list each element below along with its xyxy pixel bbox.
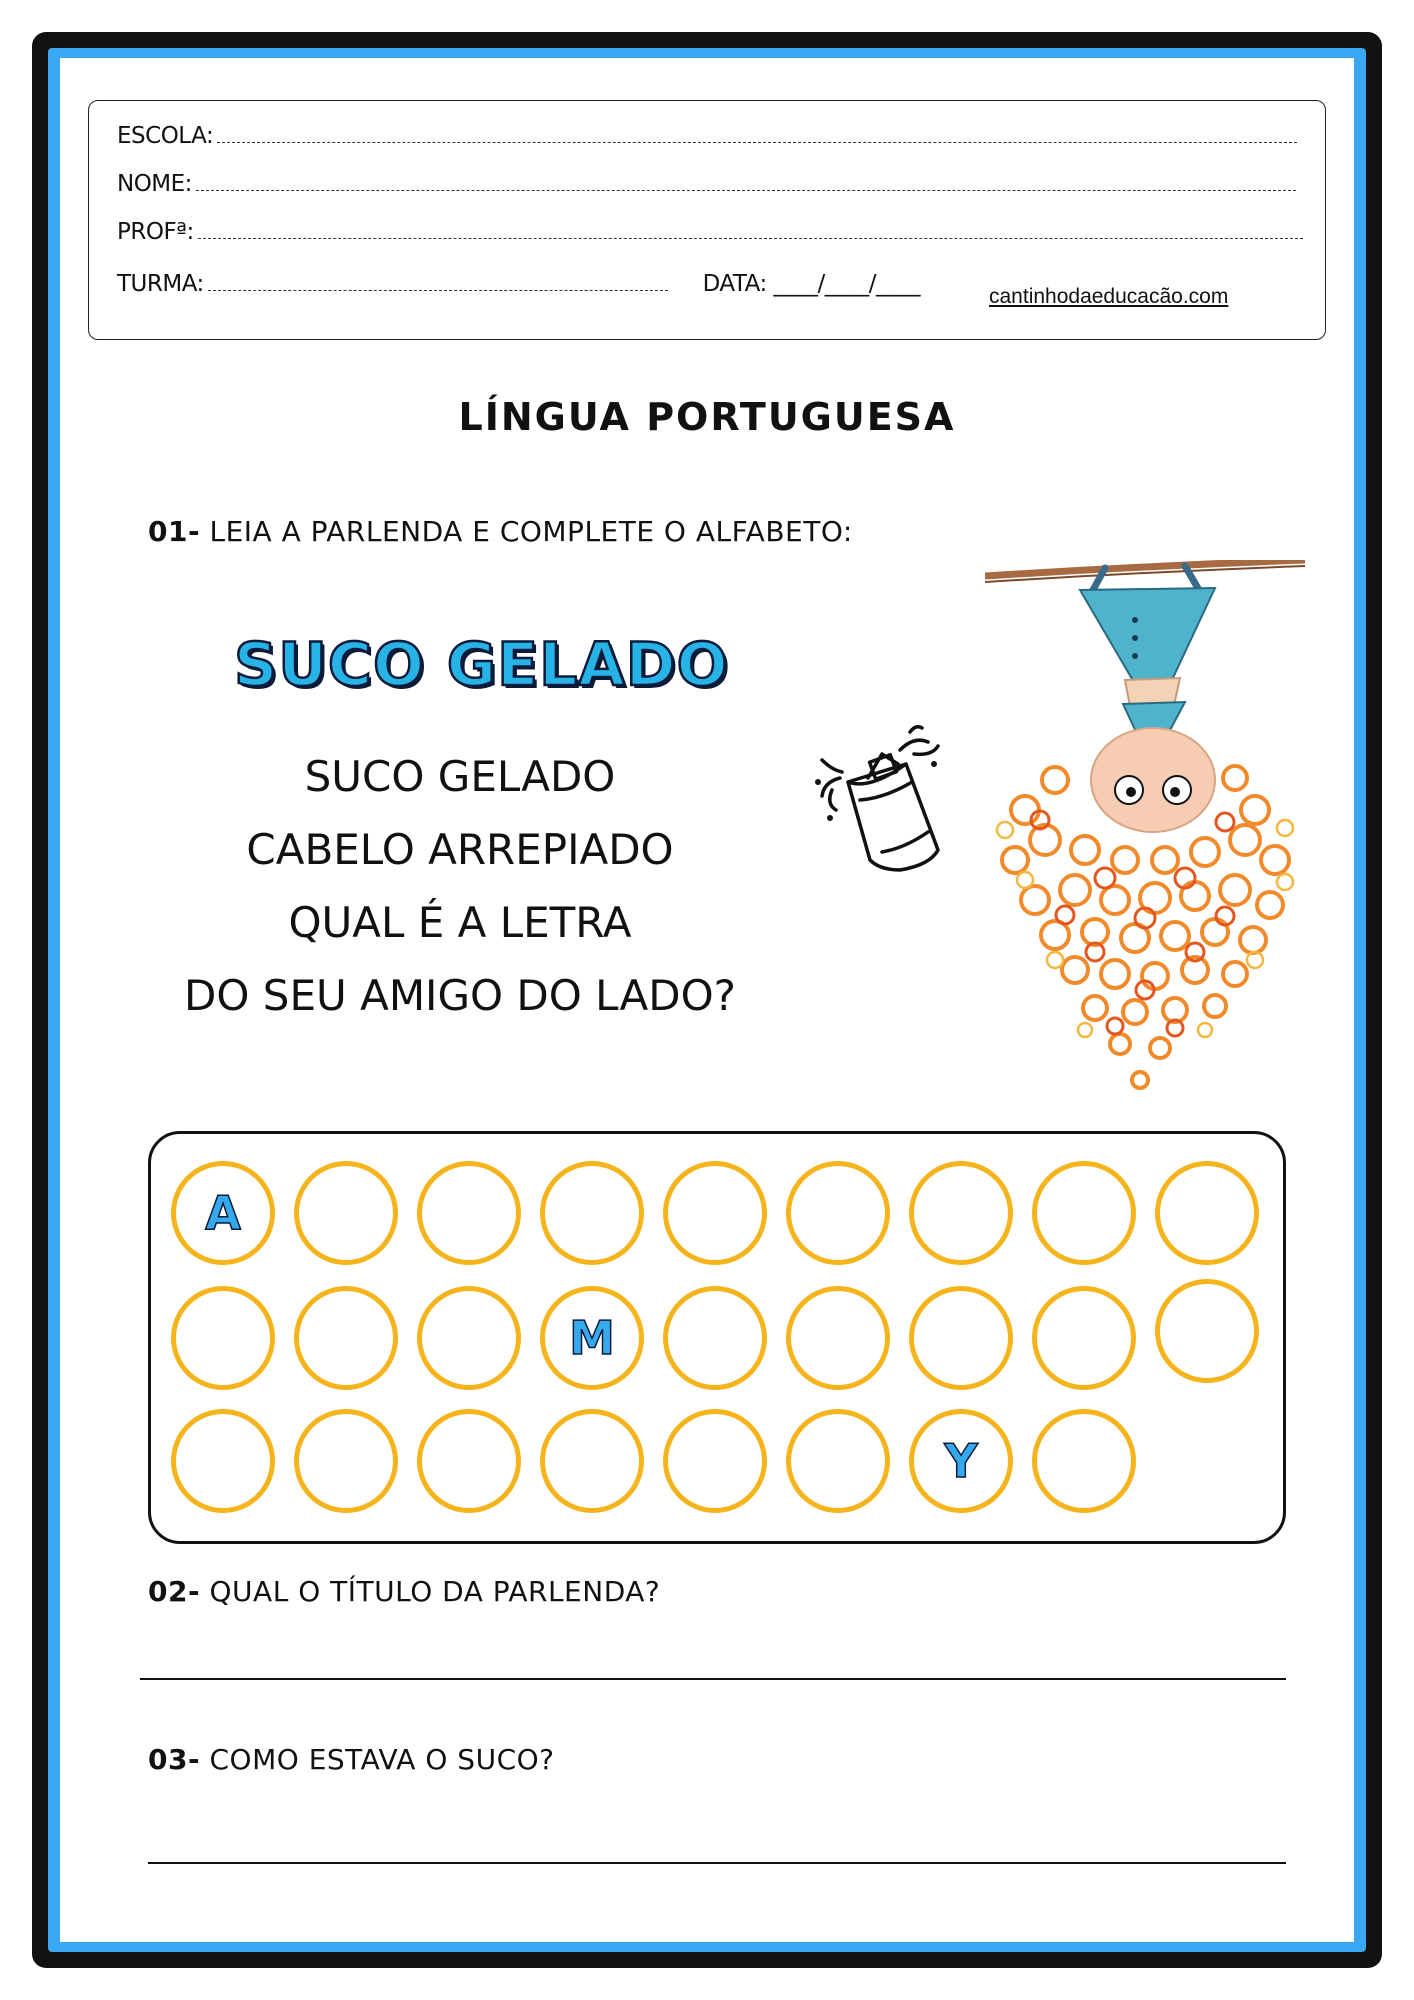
- question-text: COMO ESTAVA O SUCO?: [209, 1743, 555, 1776]
- alphabet-circle[interactable]: [294, 1161, 398, 1265]
- question-text: LEIA A PARLENDA E COMPLETE O ALFABETO:: [209, 515, 853, 548]
- alphabet-circle[interactable]: [1032, 1286, 1136, 1390]
- alphabet-circle[interactable]: [909, 1286, 1013, 1390]
- poem-line: CABELO ARREPIADO: [246, 825, 674, 874]
- alphabet-circle[interactable]: [909, 1161, 1013, 1265]
- prof-field[interactable]: [198, 236, 1303, 239]
- poem-title: SUCO GELADO: [234, 630, 729, 700]
- alphabet-circle[interactable]: [1032, 1161, 1136, 1265]
- juice-cup-icon: [810, 720, 950, 880]
- prof-label: PROFª:: [117, 219, 194, 245]
- question-number: 02-: [148, 1575, 201, 1608]
- turma-label: TURMA:: [117, 271, 204, 297]
- upside-down-girl-illustration: [985, 560, 1305, 1100]
- question-number: 01-: [148, 515, 201, 548]
- alphabet-circle[interactable]: [786, 1161, 890, 1265]
- alphabet-circle[interactable]: [786, 1286, 890, 1390]
- question-2: [148, 1575, 660, 1608]
- alphabet-circle[interactable]: [417, 1286, 521, 1390]
- prof-line: [117, 219, 1303, 245]
- question-3: [148, 1743, 555, 1776]
- alphabet-circle[interactable]: [294, 1286, 398, 1390]
- alphabet-circle[interactable]: [1155, 1161, 1259, 1265]
- alphabet-circle[interactable]: [417, 1409, 521, 1513]
- data-label: DATA: ____/____/____: [702, 271, 921, 297]
- answer-line-2[interactable]: [140, 1678, 1286, 1680]
- alphabet-circle[interactable]: [171, 1286, 275, 1390]
- alphabet-circle[interactable]: [417, 1161, 521, 1265]
- poem-line: QUAL É A LETRA: [288, 898, 632, 947]
- alphabet-circle[interactable]: [294, 1409, 398, 1513]
- alphabet-circle[interactable]: Y: [909, 1409, 1013, 1513]
- escola-field[interactable]: [217, 140, 1297, 143]
- question-1: [148, 515, 853, 548]
- alphabet-grid: [148, 1131, 1286, 1544]
- question-text: QUAL O TÍTULO DA PARLENDA?: [209, 1575, 661, 1608]
- alphabet-circle[interactable]: M: [540, 1286, 644, 1390]
- alphabet-circle[interactable]: [540, 1409, 644, 1513]
- escola-line: [117, 123, 1297, 149]
- nome-label: NOME:: [117, 171, 192, 197]
- alphabet-circle[interactable]: [540, 1161, 644, 1265]
- poem: [150, 740, 770, 1032]
- alphabet-circle[interactable]: [1155, 1279, 1259, 1383]
- alphabet-circle[interactable]: [663, 1161, 767, 1265]
- poem-line: SUCO GELADO: [304, 752, 616, 801]
- alphabet-circle[interactable]: [663, 1286, 767, 1390]
- answer-line-3[interactable]: [148, 1862, 1286, 1864]
- alphabet-circle[interactable]: [663, 1409, 767, 1513]
- nome-line: [117, 171, 1296, 197]
- alphabet-circle[interactable]: [1032, 1409, 1136, 1513]
- escola-label: ESCOLA:: [117, 123, 214, 149]
- turma-field[interactable]: [208, 288, 668, 291]
- question-number: 03-: [148, 1743, 201, 1776]
- website-link[interactable]: cantinhodaeducacão.com: [989, 285, 1229, 308]
- alphabet-circle[interactable]: A: [171, 1161, 275, 1265]
- alphabet-circle[interactable]: [786, 1409, 890, 1513]
- poem-line: DO SEU AMIGO DO LADO?: [184, 971, 736, 1020]
- turma-line: [117, 271, 920, 297]
- page-title: LÍNGUA PORTUGUESA: [458, 395, 956, 439]
- alphabet-circle[interactable]: [171, 1409, 275, 1513]
- student-info-box: [88, 100, 1326, 340]
- nome-field[interactable]: [196, 188, 1296, 191]
